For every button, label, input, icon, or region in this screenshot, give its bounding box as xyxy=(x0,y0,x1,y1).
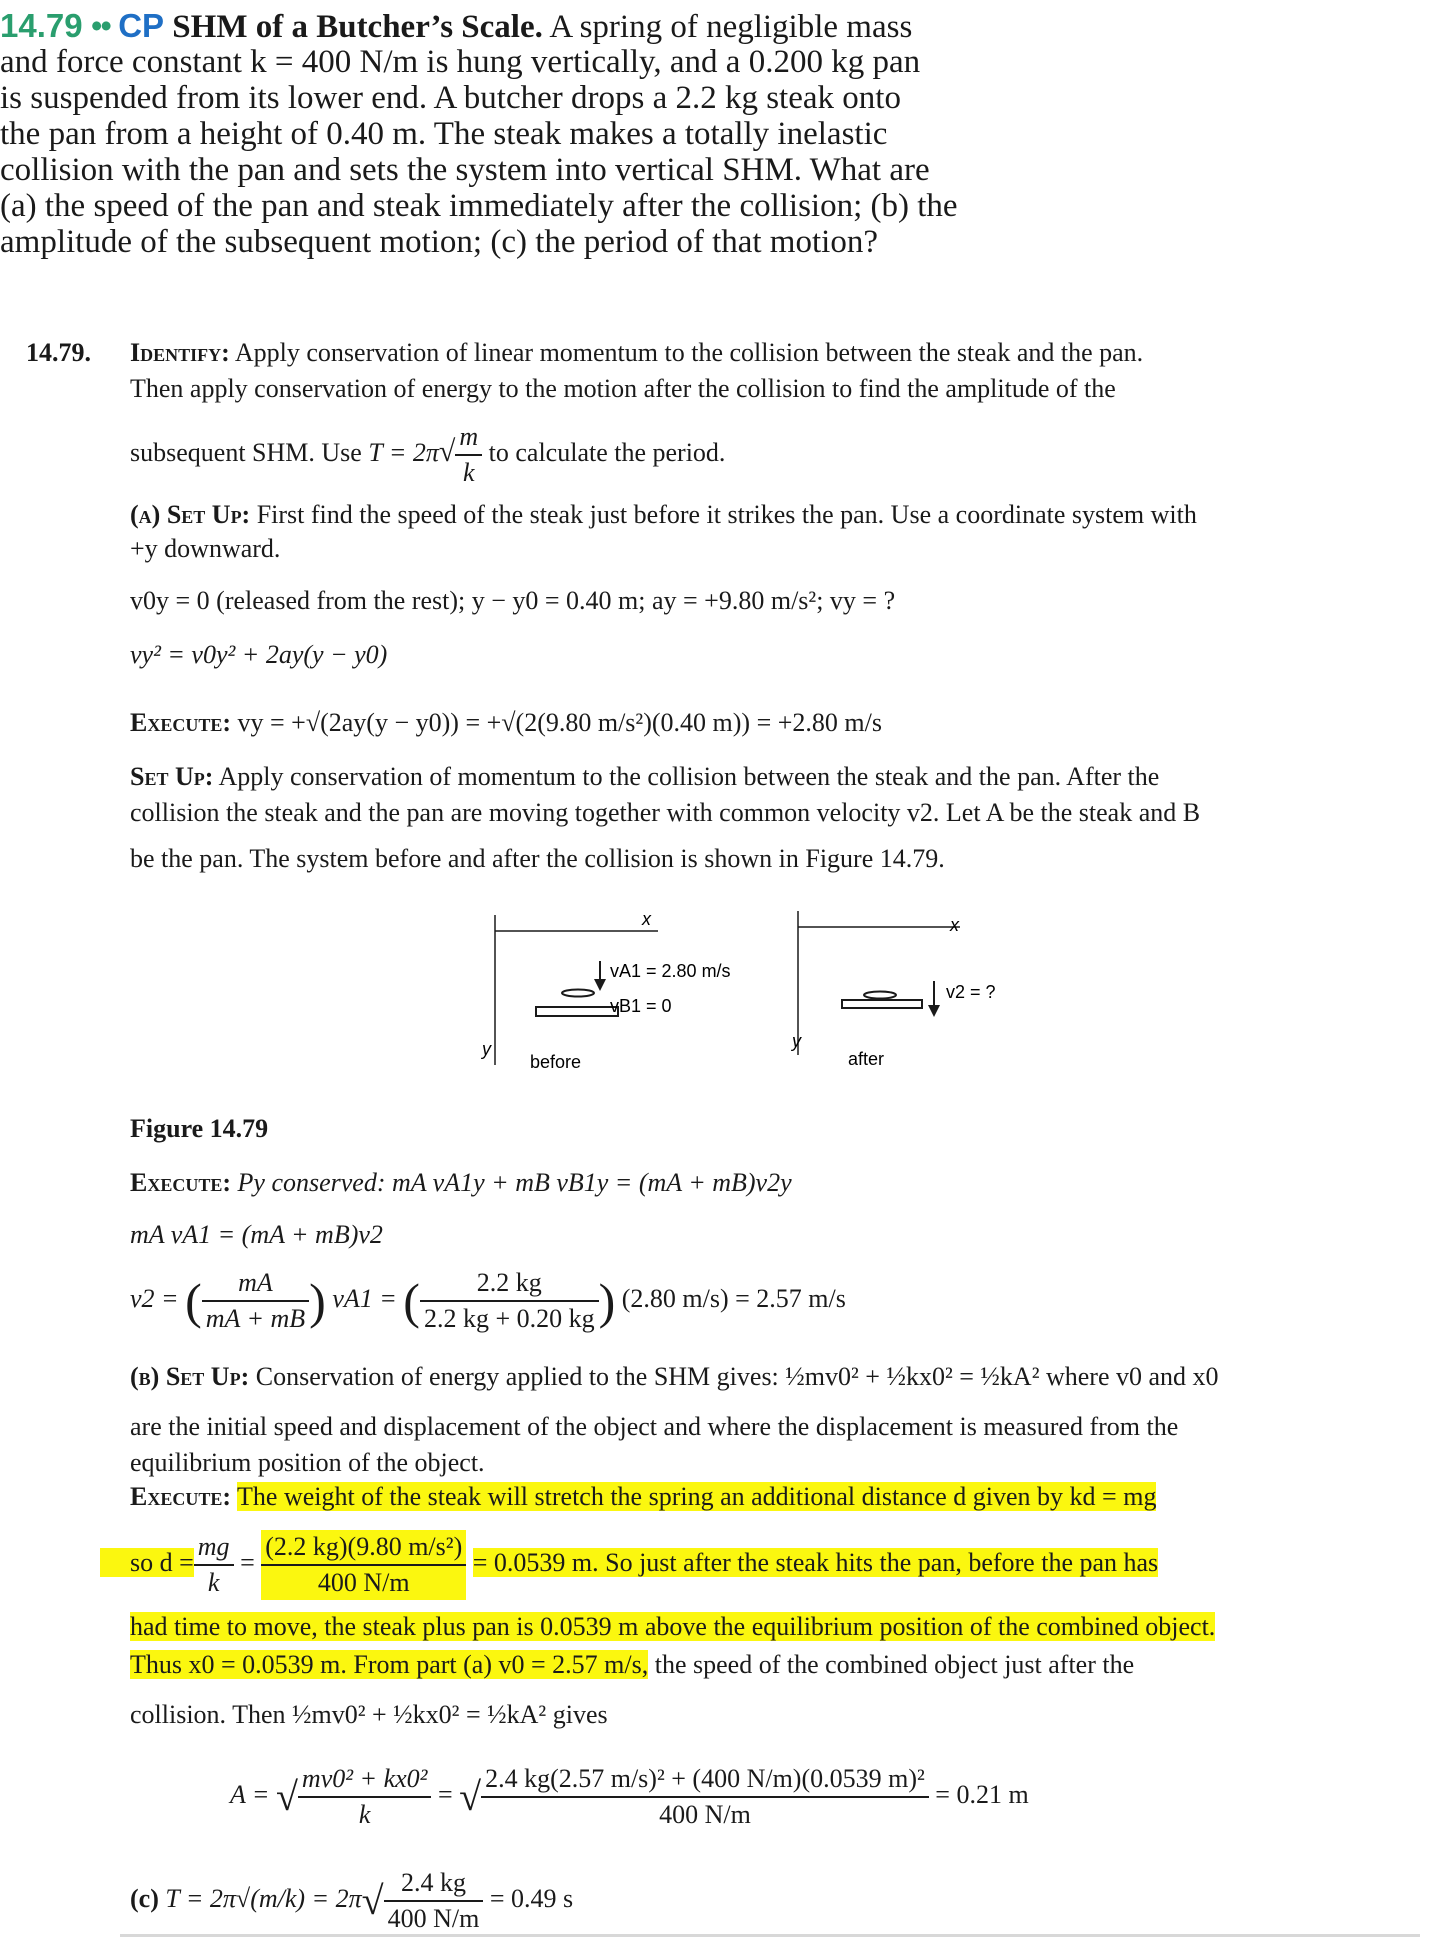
part-b-setup xyxy=(130,1362,1219,1392)
arrow-head xyxy=(594,979,606,991)
fraction-denominator: 2.2 kg + 0.20 kg xyxy=(423,1304,595,1333)
part-c-label: (c) xyxy=(130,1883,159,1913)
identify-line-2: Then apply conservation of energy to the motion after the collision to find the amplitude of the xyxy=(130,374,1116,403)
cp-badge: CP xyxy=(118,7,165,44)
vb1-label: vB1 = 0 xyxy=(610,996,672,1016)
identify-label: Identify: xyxy=(130,338,230,367)
setup-text: Apply conservation of momentum to the collision between the steak and the pan. After the xyxy=(218,762,1160,791)
steak-shape xyxy=(562,990,594,997)
d-result: = 0.0539 m. So just after the steak hits the pan, before the pan has xyxy=(472,1547,1159,1577)
period-lhs: T = 2π√(m/k) = 2π xyxy=(165,1883,362,1913)
setup-text: Conservation of energy applied to the SHM gives: ½mv0² + ½kx0² = ½kA² where v0 and x0 xyxy=(255,1362,1219,1391)
fraction-numerator: (2.2 kg)(9.80 m/s²) xyxy=(261,1530,466,1566)
identify-text: to calculate the period. xyxy=(488,437,726,467)
fraction-numerator: 2.4 kg xyxy=(384,1866,484,1902)
highlighted-text: The weight of the steak will stretch the spring an additional distance d given by kd = mg xyxy=(237,1482,1157,1511)
execute-label: Execute: xyxy=(130,708,232,737)
figure-label: Figure 14.79 xyxy=(130,1114,269,1143)
fraction-denominator: k xyxy=(358,1800,371,1829)
problem-line: (a) the speed of the pan and steak immediately after the collision; (b) the xyxy=(0,188,958,224)
steak-shape xyxy=(864,992,896,999)
problem-line: is suspended from its lower end. A butcher drops a 2.2 kg steak onto xyxy=(0,80,901,116)
momentum-text-3: be the pan. The system before and after the collision is shown in Figure 14.79. xyxy=(130,844,945,873)
fraction-numerator: m xyxy=(455,420,482,456)
part-a-label: (a) Set Up: xyxy=(130,500,251,529)
va1-label: vA1 = 2.80 m/s xyxy=(610,961,731,981)
problem-line: amplitude of the subsequent motion; (c) the period of that motion? xyxy=(0,224,878,260)
before-caption: before xyxy=(530,1052,582,1072)
period-result: = 0.49 s xyxy=(489,1883,574,1913)
problem-line: and force constant k = 400 N/m is hung vertically, and a 0.200 kg pan xyxy=(0,44,921,80)
b-setup-3: equilibrium position of the object. xyxy=(130,1448,485,1477)
d-equation: so d = $\frac{mg}{k}$ = $\frac{\text{(2.2 kg)(9.80 m/s²)}}{400 N/m}$ = 0.0539 m. So just after the steak hits the pan, before the pan has xyxy=(100,1530,1158,1600)
amplitude-equation: A = √ $\frac{\text{mv0² + kx0²}}{k}$ = √ $\frac{\text{2.4 kg(2.57 m/s)² + (400 N/m)(0.0539 m)²}}{400 N/m}$ = 0.21 m xyxy=(230,1762,1029,1832)
highlighted-text: Thus x0 = 0.0539 m. From part (a) v0 = 2.57 m/s, xyxy=(130,1650,649,1679)
momentum-execute xyxy=(130,1168,792,1198)
problem-text: A spring of negligible mass xyxy=(549,9,913,45)
v2-equation: v2 = ( $\frac{mA}{mA + mB}$ ) vA1 = ( $\frac{2.2 kg}{2.2 kg + 0.20 kg}$ ) (2.80 m/s) = 2.57 m/s xyxy=(130,1266,846,1336)
fraction-denominator: k xyxy=(462,458,475,487)
part-a-execute xyxy=(130,708,882,738)
fraction-denominator: mA + mB xyxy=(205,1304,306,1333)
collision-figure xyxy=(460,905,1020,1085)
fraction-numerator: 2.2 kg xyxy=(420,1266,599,1302)
momentum-equation: Py conserved: mA vA1y + mB vB1y = (mA + mB)v2y xyxy=(237,1168,792,1197)
identify-line xyxy=(130,338,1143,368)
fraction-numerator: 2.4 kg(2.57 m/s)² + (400 N/m)(0.0539 m)² xyxy=(481,1762,929,1798)
fraction-denominator: 400 N/m xyxy=(387,1904,480,1933)
problem-title: SHM of a Butcher’s Scale. xyxy=(172,9,543,45)
bottom-divider xyxy=(120,1934,1420,1937)
b-text: the speed of the combined object just after the xyxy=(654,1650,1135,1679)
problem-line: collision with the pan and sets the system into vertical SHM. What are xyxy=(0,152,930,188)
b-execute xyxy=(130,1482,1156,1512)
fraction-numerator: mv0² + kx0² xyxy=(298,1762,432,1798)
d-lhs: so d = xyxy=(100,1548,194,1577)
after-diagram xyxy=(790,911,996,1069)
kinematic-equation: vy² = v0y² + 2ay(y − y0) xyxy=(130,640,388,669)
v2-result: (2.80 m/s) = 2.57 m/s xyxy=(621,1283,846,1313)
v2-mid: vA1 = xyxy=(332,1283,397,1313)
fraction-denominator: 400 N/m xyxy=(317,1568,410,1597)
identify-text: subsequent SHM. Use xyxy=(130,437,362,467)
pan-shape xyxy=(842,1000,922,1008)
after-caption: after xyxy=(848,1049,885,1069)
amplitude-result: = 0.21 m xyxy=(935,1779,1029,1809)
fraction-denominator: k xyxy=(207,1568,220,1597)
fraction-denominator: 400 N/m xyxy=(659,1800,751,1829)
setup-text: First find the speed of the steak just before it strikes the pan. Use a coordinate system with xyxy=(256,500,1197,529)
amplitude-lhs: A = xyxy=(230,1779,270,1809)
y-axis-label: y xyxy=(792,1031,801,1051)
b-execute-4 xyxy=(130,1650,1134,1680)
execute-label: Execute: xyxy=(130,1168,232,1197)
v2-lhs: v2 = xyxy=(130,1283,179,1313)
identify-line-3: subsequent SHM. Use T = 2π√ $\frac{m}{k}$ to calculate the period. xyxy=(130,420,725,490)
fraction-numerator: mA xyxy=(202,1266,309,1302)
period-formula: T = 2π xyxy=(368,437,439,467)
y-axis-label: y xyxy=(482,1039,491,1059)
period-fraction xyxy=(455,420,482,490)
x-axis-label: x xyxy=(642,909,651,929)
b-execute-3 xyxy=(130,1612,1215,1642)
before-diagram xyxy=(480,909,731,1072)
momentum-setup xyxy=(130,762,1159,792)
b-setup-2: are the initial speed and displacement of the object and where the displacement is measured from the xyxy=(130,1412,1179,1441)
pan-shape xyxy=(536,1007,618,1016)
knowns: v0y = 0 (released from the rest); y − y0 = 0.40 m; ay = +9.80 m/s²; vy = ? xyxy=(130,586,896,615)
execute-text: vy = +√(2ay(y − y0)) = +√(2(9.80 m/s²)(0.40 m)) = +2.80 m/s xyxy=(237,708,882,737)
part-b-label: (b) Set Up: xyxy=(130,1362,250,1391)
execute-label: Execute: xyxy=(130,1482,232,1511)
difficulty-dots: •• xyxy=(90,7,110,44)
setup-label: Set Up: xyxy=(130,762,214,791)
v2-label: v2 = ? xyxy=(946,982,996,1002)
arrow-head xyxy=(928,1005,940,1017)
fraction-numerator: mg xyxy=(194,1530,234,1566)
problem-line: the pan from a height of 0.40 m. The steak makes a totally inelastic xyxy=(0,116,888,152)
momentum-text-2: collision the steak and the pan are moving together with common velocity v2. Let A be the steak and B xyxy=(130,798,1201,827)
setup-text-2: +y downward. xyxy=(130,534,281,563)
problem-number: 14.79 xyxy=(0,7,83,44)
identify-text: Apply conservation of linear momentum to the collision between the steak and the pan. xyxy=(234,338,1144,367)
momentum-equation-2: mA vA1 = (mA + mB)v2 xyxy=(130,1220,383,1249)
part-a-setup xyxy=(130,500,1197,530)
x-axis-label: x xyxy=(950,915,959,935)
solution-number: 14.79. xyxy=(26,338,91,367)
part-c: (c) T = 2π√(m/k) = 2π√ $\frac{2.4 kg}{400 N/m}$ = 0.49 s xyxy=(130,1866,573,1936)
highlighted-text: had time to move, the steak plus pan is 0.0539 m above the equilibrium position of the combined object. xyxy=(130,1612,1216,1641)
b-execute-5: collision. Then ½mv0² + ½kx0² = ½kA² gives xyxy=(130,1700,608,1729)
